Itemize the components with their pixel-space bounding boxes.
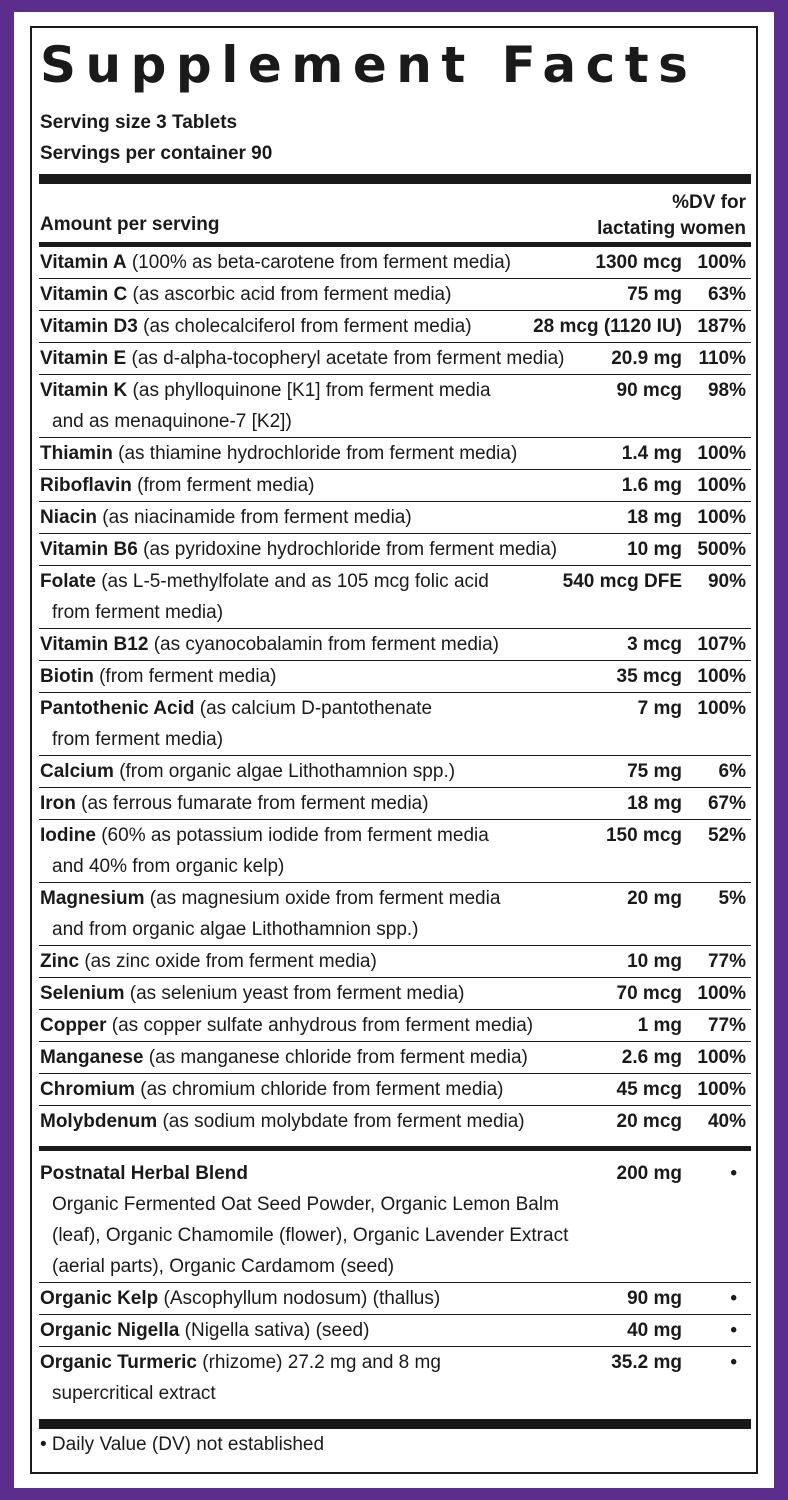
supplement-facts-label — [14, 12, 774, 1488]
nutrient-amount: 3 mcg — [627, 634, 682, 655]
nutrient-row — [39, 756, 751, 788]
nutrient-description — [39, 820, 600, 882]
nutrient-row — [39, 470, 751, 502]
thick-divider — [39, 174, 751, 184]
nutrient-description — [39, 756, 600, 787]
herbal-amount: 90 mg — [627, 1288, 682, 1309]
nutrient-source: (from ferment media) — [93, 666, 277, 687]
nutrient-daily-value: 77% — [707, 951, 746, 972]
nutrient-row — [39, 311, 751, 343]
nutrient-name: Riboflavin — [40, 475, 132, 496]
nutrient-amount: 75 mg — [627, 761, 682, 782]
nutrient-daily-value: 77% — [707, 1015, 746, 1036]
nutrient-description — [39, 1042, 600, 1073]
nutrient-daily-value: 100% — [697, 252, 746, 273]
herbal-source-continued: Organic Fermented Oat Seed Powder, Organic Lemon Balm (leaf), Organic Chamomile (flower), Organic Lavender Extract (aerial parts), Organic Cardamom (seed) — [52, 1194, 569, 1277]
nutrient-name: Magnesium — [40, 888, 145, 909]
herbal-source: (Nigella sativa) (seed) — [179, 1320, 370, 1341]
nutrient-source: (as copper sulfate anhydrous from ferment media) — [106, 1015, 534, 1036]
bottom-divider — [39, 1419, 751, 1429]
nutrient-daily-value: 90% — [707, 571, 746, 592]
nutrient-amount: 10 mg — [627, 951, 682, 972]
nutrient-description — [39, 1074, 600, 1105]
facts-panel — [30, 26, 758, 1474]
nutrient-daily-value: 100% — [697, 983, 746, 1004]
nutrient-source: (as d-alpha-tocopheryl acetate from ferment media) — [126, 348, 565, 369]
nutrient-name: Calcium — [40, 761, 114, 782]
nutrient-row — [39, 1010, 751, 1042]
nutrient-source: (as L-5-methylfolate and as 105 mcg folic acid — [95, 571, 489, 592]
nutrient-daily-value: 110% — [698, 348, 746, 369]
nutrient-amount: 20.9 mg — [611, 348, 682, 369]
nutrient-row — [39, 534, 751, 566]
nutrient-amount: 1 mg — [637, 1015, 682, 1036]
herbal-name: Organic Kelp — [40, 1288, 159, 1309]
herbal-source: (rhizome) 27.2 mg and 8 mg — [196, 1352, 441, 1373]
nutrient-daily-value: 67% — [707, 793, 746, 814]
nutrient-description — [39, 1106, 600, 1137]
nutrient-description — [39, 661, 600, 692]
nutrient-daily-value: 100% — [697, 1079, 746, 1100]
nutrient-description — [39, 375, 600, 437]
nutrient-daily-value: 100% — [697, 698, 746, 719]
nutrient-name: Pantothenic Acid — [40, 698, 195, 719]
nutrient-row — [39, 978, 751, 1010]
nutrient-row — [39, 820, 751, 883]
herbal-daily-value: • — [730, 1288, 737, 1309]
nutrient-name: Molybdenum — [40, 1111, 158, 1132]
nutrient-description — [39, 883, 600, 945]
herbal-description — [39, 1315, 600, 1346]
nutrient-row — [39, 502, 751, 534]
nutrient-name: Zinc — [40, 951, 80, 972]
nutrient-description — [39, 946, 600, 977]
herbal-name: Organic Nigella — [40, 1320, 180, 1341]
nutrient-amount: 35 mcg — [616, 666, 682, 687]
nutrient-name: Manganese — [40, 1047, 144, 1068]
nutrient-daily-value: 40% — [707, 1111, 746, 1132]
nutrient-amount: 90 mcg — [616, 380, 682, 401]
nutrient-row — [39, 883, 751, 946]
nutrient-name: Iodine — [40, 825, 96, 846]
nutrient-row — [39, 566, 751, 629]
nutrient-daily-value: 6% — [718, 761, 746, 782]
nutrient-daily-value: 500% — [697, 539, 746, 560]
herbal-daily-value: • — [730, 1320, 737, 1341]
nutrient-source-continued: and as menaquinone-7 [K2]) — [52, 411, 292, 432]
serving-size: Serving size 3 Tablets — [40, 112, 238, 133]
nutrient-name: Vitamin B12 — [40, 634, 149, 655]
herbal-name: Organic Turmeric — [40, 1352, 197, 1373]
nutrient-row — [39, 375, 751, 438]
nutrient-source: (as pyridoxine hydrochloride from ferment media) — [137, 539, 558, 560]
nutrient-source-continued: and 40% from organic kelp) — [52, 856, 285, 877]
nutrient-name: Vitamin C — [40, 284, 128, 305]
nutrient-source: (100% as beta-carotene from ferment media) — [126, 252, 511, 273]
nutrient-source: (as chromium chloride from ferment media) — [135, 1079, 504, 1100]
dv-header-line1: %DV for — [672, 192, 746, 213]
nutrient-source: (as manganese chloride from ferment media) — [143, 1047, 528, 1068]
servings-per-container: Servings per container 90 — [40, 143, 273, 164]
nutrient-name: Niacin — [40, 507, 98, 528]
herbal-table — [39, 1158, 751, 1409]
nutrient-row — [39, 247, 751, 279]
herbal-name: Postnatal Herbal Blend — [40, 1163, 248, 1184]
nutrient-table — [39, 247, 751, 1137]
nutrient-row — [39, 629, 751, 661]
nutrient-description — [39, 247, 600, 278]
nutrient-description — [39, 978, 600, 1009]
nutrient-row — [39, 946, 751, 978]
nutrient-name: Selenium — [40, 983, 125, 1004]
herbal-row — [39, 1158, 751, 1283]
nutrient-name: Vitamin D3 — [40, 316, 138, 337]
nutrient-name: Thiamin — [40, 443, 113, 464]
herbal-row — [39, 1315, 751, 1347]
nutrient-amount: 10 mg — [627, 539, 682, 560]
nutrient-description — [39, 1010, 600, 1041]
nutrient-amount: 18 mg — [627, 793, 682, 814]
nutrient-source: (as ascorbic acid from ferment media) — [127, 284, 452, 305]
nutrient-amount: 45 mcg — [616, 1079, 682, 1100]
nutrient-source: (60% as potassium iodide from ferment media — [95, 825, 489, 846]
nutrient-source: (from ferment media) — [131, 475, 315, 496]
nutrient-row — [39, 1074, 751, 1106]
nutrient-amount: 1.6 mg — [621, 475, 682, 496]
nutrient-row — [39, 661, 751, 693]
nutrient-description — [39, 693, 600, 755]
nutrient-source: (as calcium D-pantothenate — [194, 698, 433, 719]
nutrient-description — [39, 788, 600, 819]
nutrient-amount: 18 mg — [627, 507, 682, 528]
nutrient-description — [39, 438, 600, 469]
dv-header — [597, 190, 746, 242]
nutrient-row — [39, 438, 751, 470]
nutrient-amount: 7 mg — [637, 698, 682, 719]
nutrient-name: Copper — [40, 1015, 107, 1036]
nutrient-row — [39, 693, 751, 756]
nutrient-description — [39, 534, 600, 565]
nutrient-name: Iron — [40, 793, 76, 814]
nutrient-daily-value: 100% — [697, 443, 746, 464]
nutrient-row — [39, 1042, 751, 1074]
nutrient-source: (from organic algae Lithothamnion spp.) — [113, 761, 456, 782]
nutrient-amount: 70 mcg — [616, 983, 682, 1004]
nutrient-description — [39, 343, 600, 374]
nutrient-name: Biotin — [40, 666, 94, 687]
nutrient-amount: 2.6 mg — [621, 1047, 682, 1068]
nutrient-daily-value: 5% — [718, 888, 746, 909]
nutrient-row — [39, 343, 751, 375]
herbal-source: (Ascophyllum nodosum) (thallus) — [158, 1288, 441, 1309]
nutrient-source-continued: from ferment media) — [52, 729, 224, 750]
nutrient-amount: 150 mcg — [605, 825, 682, 846]
nutrient-amount: 75 mg — [627, 284, 682, 305]
nutrient-description — [39, 502, 600, 533]
nutrient-source: (as niacinamide from ferment media) — [97, 507, 412, 528]
herbal-amount: 200 mg — [616, 1163, 682, 1184]
herbal-daily-value: • — [730, 1163, 737, 1184]
nutrient-description — [39, 279, 600, 310]
nutrient-name: Vitamin E — [40, 348, 127, 369]
herbal-source-continued: supercritical extract — [52, 1383, 216, 1404]
herbal-amount: 35.2 mg — [611, 1352, 682, 1373]
nutrient-source-continued: from ferment media) — [52, 602, 224, 623]
nutrient-amount: 1.4 mg — [621, 443, 682, 464]
nutrient-daily-value: 98% — [707, 380, 746, 401]
panel-title: Supplement Facts — [40, 36, 698, 94]
nutrient-daily-value: 100% — [697, 475, 746, 496]
nutrient-daily-value: 107% — [697, 634, 746, 655]
nutrient-description — [39, 311, 600, 342]
herbal-description — [39, 1347, 600, 1409]
nutrient-description — [39, 470, 600, 501]
nutrient-name: Vitamin B6 — [40, 539, 138, 560]
nutrient-daily-value: 52% — [707, 825, 746, 846]
nutrient-source: (as phylloquinone [K1] from ferment media — [127, 380, 491, 401]
nutrient-description — [39, 566, 600, 628]
nutrient-source: (as zinc oxide from ferment media) — [79, 951, 377, 972]
herbal-row — [39, 1283, 751, 1315]
dv-header-line2: lactating women — [597, 218, 746, 239]
herbal-description — [39, 1158, 600, 1282]
nutrient-source: (as cyanocobalamin from ferment media) — [148, 634, 500, 655]
nutrient-source-continued: and from organic algae Lithothamnion spp.) — [52, 919, 419, 940]
nutrient-daily-value: 63% — [707, 284, 746, 305]
nutrient-row — [39, 1106, 751, 1137]
nutrient-row — [39, 279, 751, 311]
nutrient-daily-value: 187% — [697, 316, 746, 337]
nutrient-name: Vitamin K — [40, 380, 128, 401]
nutrient-source: (as cholecalciferol from ferment media) — [137, 316, 472, 337]
nutrient-name: Folate — [40, 571, 96, 592]
footnote: • Daily Value (DV) not established — [40, 1434, 325, 1455]
nutrient-row — [39, 788, 751, 820]
nutrient-source: (as ferrous fumarate from ferment media) — [75, 793, 429, 814]
nutrient-daily-value: 100% — [697, 507, 746, 528]
nutrient-description — [39, 629, 600, 660]
nutrient-amount: 20 mcg — [616, 1111, 682, 1132]
nutrient-source: (as magnesium oxide from ferment media — [144, 888, 501, 909]
herbal-divider — [39, 1146, 751, 1151]
nutrient-amount: 1300 mcg — [595, 252, 682, 273]
nutrient-amount: 540 mcg DFE — [562, 571, 682, 592]
nutrient-source: (as selenium yeast from ferment media) — [124, 983, 465, 1004]
herbal-row — [39, 1347, 751, 1409]
nutrient-amount: 28 mcg (1120 IU) — [533, 316, 682, 337]
nutrient-name: Chromium — [40, 1079, 135, 1100]
nutrient-source: (as thiamine hydrochloride from ferment media) — [112, 443, 518, 464]
nutrient-source: (as sodium molybdate from ferment media) — [157, 1111, 525, 1132]
nutrient-name: Vitamin A — [40, 252, 127, 273]
amount-per-serving-header: Amount per serving — [40, 214, 220, 235]
herbal-amount: 40 mg — [627, 1320, 682, 1341]
herbal-daily-value: • — [730, 1352, 737, 1373]
herbal-description — [39, 1283, 600, 1314]
nutrient-daily-value: 100% — [697, 1047, 746, 1068]
nutrient-daily-value: 100% — [697, 666, 746, 687]
nutrient-amount: 20 mg — [627, 888, 682, 909]
